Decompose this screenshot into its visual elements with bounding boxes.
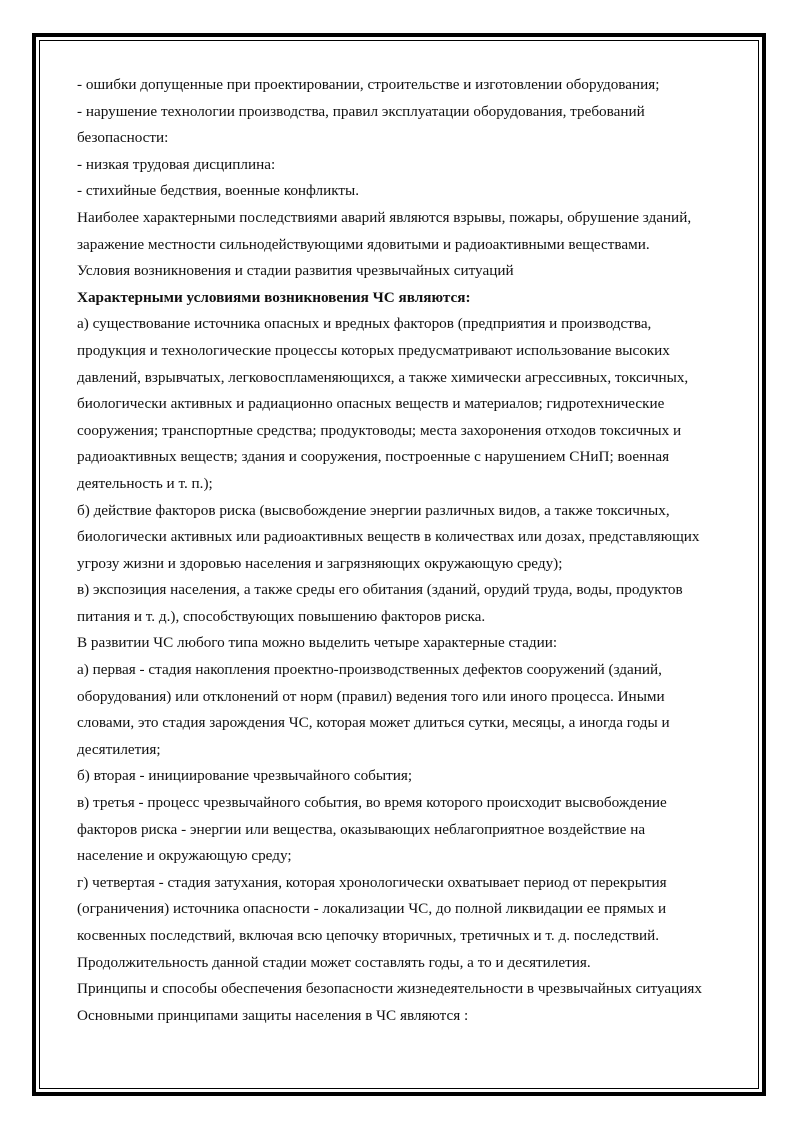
text-line: питания и т. д.), способствующих повышению факторов риска. [77, 607, 486, 625]
section-heading: Характерными условиями возникновения ЧС являются: [77, 288, 471, 306]
text-line: а) первая - стадия накопления проектно-производственных дефектов сооружений (зданий, [77, 661, 662, 679]
text-line: продукция и технологические процессы которых предусматривают использование высоких [77, 341, 670, 359]
text-line: оборудования) или отклонений от норм (правил) ведения того или иного процесса. Иными [77, 687, 665, 705]
text-line: радиоактивных веществ; здания и сооружения, построенные с нарушением СНиП; военная [77, 448, 670, 466]
text-line: деятельность и т. п.); [77, 474, 213, 492]
text-line: биологически активных или радиоактивных веществ в количествах или дозах, представляющих [77, 528, 700, 546]
text-line: Основными принципами защиты населения в ЧС являются : [77, 1006, 469, 1024]
text-line: - нарушение технологии производства, правил эксплуатации оборудования, требований [77, 102, 645, 120]
text-line: факторов риска - энергии или вещества, оказывающих неблагоприятное воздействие на [77, 820, 646, 838]
text-line: - низкая трудовая дисциплина: [77, 155, 276, 173]
text-line: (ограничения) источника опасности - локализации ЧС, до полной ликвидации ее прямых и [77, 900, 667, 918]
text-line: угрозу жизни и здоровью населения и загрязняющих окружающую среду); [77, 554, 563, 572]
text-line: давлений, взрывчатых, легковоспламеняющихся, а также химически агрессивных, токсичных, [77, 368, 689, 386]
text-line: заражение местности сильнодействующими ядовитыми и радиоактивными веществами. [77, 235, 650, 253]
text-line: Принципы и способы обеспечения безопасности жизнедеятельности в чрезвычайных ситуациях [77, 980, 702, 998]
document-body [77, 72, 727, 1029]
text-line: биологически активных и радиационно опасных веществ и материалов; гидротехнические [77, 395, 665, 413]
text-line: сооружения; транспортные средства; продуктоводы; места захоронения отходов токсичных и [77, 421, 682, 439]
text-line: в) третья - процесс чрезвычайного события, во время которого происходит высвобождение [77, 794, 667, 812]
text-line: Наиболее характерными последствиями аварий являются взрывы, пожары, обрушение зданий, [77, 208, 692, 226]
text-line: в) экспозиция населения, а также среды его обитания (зданий, орудий труда, воды, продуктов [77, 581, 683, 599]
text-line: а) существование источника опасных и вредных факторов (предприятия и производства, [77, 315, 652, 333]
text-line: Условия возникновения и стадии развития чрезвычайных ситуаций [77, 262, 514, 280]
text-line: словами, это стадия зарождения ЧС, которая может длиться сутки, месяцы, а иногда годы и [77, 714, 670, 732]
text-line: В развитии ЧС любого типа можно выделить четыре характерные стадии: [77, 634, 558, 652]
text-line: безопасности: [77, 129, 169, 147]
text-line: население и окружающую среду; [77, 847, 292, 865]
text-line: косвенных последствий, включая всю цепочку вторичных, третичных и т. д. последствий. [77, 927, 660, 944]
text-line: - стихийные бедствия, военные конфликты. [77, 182, 360, 200]
text-line: б) действие факторов риска (высвобождение энергии различных видов, а также токсичных, [77, 501, 670, 519]
text-line: - ошибки допущенные при проектировании, строительстве и изготовлении оборудования; [77, 76, 660, 93]
text-line: г) четвертая - стадия затухания, которая хронологически охватывает период от перекрытия [77, 873, 667, 891]
text-line: десятилетия; [77, 740, 161, 758]
text-line: б) вторая - инициирование чрезвычайного события; [77, 767, 413, 785]
text-line: Продолжительность данной стадии может составлять годы, а то и десятилетия. [77, 953, 591, 971]
